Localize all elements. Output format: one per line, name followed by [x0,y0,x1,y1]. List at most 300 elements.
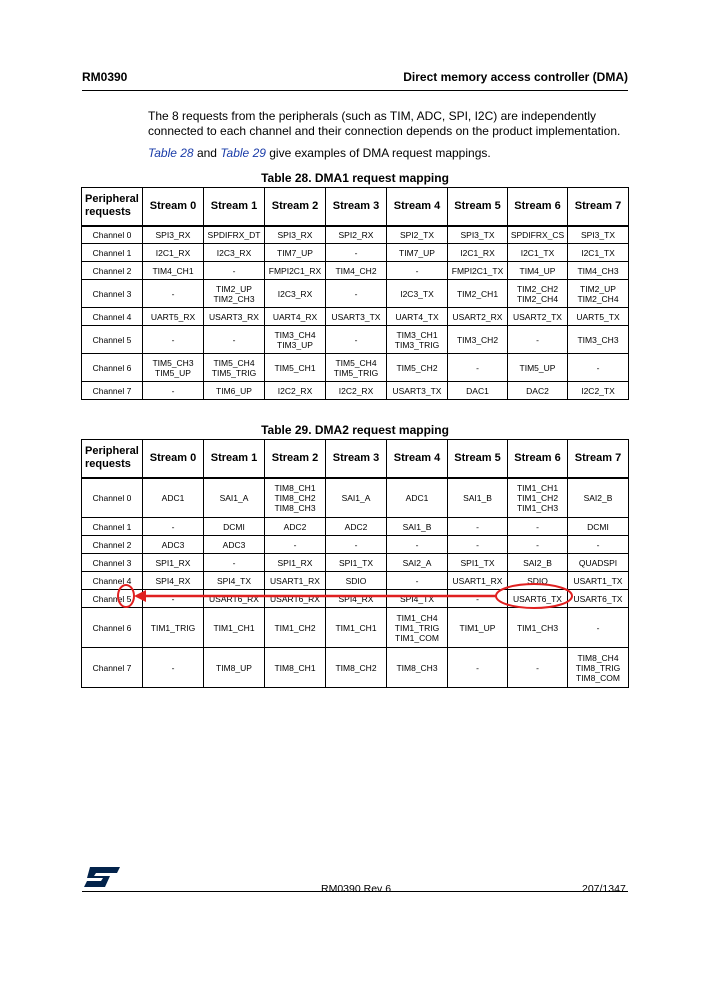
cell-line: TIM8_COM [576,672,620,683]
revision-text: RM0390 Rev 6 [321,883,392,895]
mapping-cell [204,536,265,554]
cell-line: USART3_TX [331,311,381,322]
cell-line: UART5_RX [150,311,196,322]
cell-line: TIM5_CH2 [396,362,438,373]
cell-line: TIM8_CH2 [274,492,316,503]
header-stream-0: Stream 0 [143,440,204,478]
mapping-cell [143,478,204,518]
cell-line: - [536,521,539,532]
mapping-cell [143,648,204,688]
cell-line: ADC2 [283,521,307,532]
mapping-cell [143,382,204,400]
cell-line: SAI2_B [583,492,613,503]
header-stream-5: Stream 5 [448,440,508,478]
mapping-cell [265,262,326,280]
table-row [82,554,629,572]
table-row [82,648,629,688]
cell-line: - [171,662,175,673]
dma2-request-table [81,439,629,688]
cell-line: - [476,521,479,532]
cell-line: TIM1_COM [395,632,439,643]
channel-label: Channel 3 [82,280,143,308]
cell-line: TIM2_CH1 [456,288,499,299]
mapping-cell [568,608,629,648]
cell-line: I2C1_RX [155,247,191,258]
cell-line: SPI4_TX [399,593,435,604]
mapping-cell [143,354,204,382]
header-stream-7: Stream 7 [568,188,629,226]
mapping-cell [265,518,326,536]
mapping-cell [143,326,204,354]
mapping-cell [568,262,629,280]
cell-line: SDIO [345,575,367,586]
mapping-cell [568,536,629,554]
mapping-cell [204,354,265,382]
cell-line: TIM3_CH3 [577,334,619,345]
mapping-cell [508,308,568,326]
cell-line: TIM8_CH1 [274,482,316,493]
mapping-cell [326,382,387,400]
header-stream-6: Stream 6 [508,440,568,478]
cell-line: SPI1_TX [460,557,495,568]
cell-line: I2C2_TX [581,385,615,396]
cell-line: USART1_RX [270,575,320,586]
cell-line: - [232,557,236,568]
mapping-cell [387,478,448,518]
mapping-cell [326,244,387,262]
cell-line: USART6_RX [209,593,259,604]
cell-line: TIM1_CH1 [516,482,559,493]
mapping-cell [204,478,265,518]
mapping-cell [265,354,326,382]
cell-line: DCMI [587,521,609,532]
dma1-request-table [81,187,629,400]
table-row [82,478,629,518]
cell-line: TIM1_TRIG [150,622,196,633]
cell-line: SAI1_B [402,521,432,532]
mapping-cell [387,280,448,308]
cell-line: I2C3_RX [216,247,252,258]
header-stream-7: Stream 7 [568,440,629,478]
cell-line: UART4_RX [272,311,318,322]
cell-line: - [476,662,479,673]
cell-line: TIM1_UP [459,622,496,633]
mapping-cell [204,280,265,308]
header-stream-3: Stream 3 [326,188,387,226]
mapping-cell [387,326,448,354]
header-stream-2: Stream 2 [265,440,326,478]
mapping-cell [568,478,629,518]
mapping-cell [265,280,326,308]
mapping-cell [508,280,568,308]
table-row [82,572,629,590]
cell-line: TIM2_UP [580,283,616,294]
cell-line: - [536,334,539,345]
mapping-cell [143,608,204,648]
cell-line: TIM8_CH4 [577,652,619,663]
mapping-cell [326,326,387,354]
channel-label: Channel 3 [82,554,143,572]
cell-line: TIM3_CH1 [396,329,438,340]
cell-line: TIM8_CH3 [274,502,316,513]
header-stream-6: Stream 6 [508,188,568,226]
cell-line: TIM5_CH1 [274,362,316,373]
header-stream-1: Stream 1 [204,188,265,226]
cell-line: FMPI2C1_RX [268,265,322,276]
mapping-cell [143,262,204,280]
header-stream-2: Stream 2 [265,188,326,226]
cell-line: SPI1_RX [277,557,313,568]
page-number: 207/1347 [582,883,626,895]
mapping-cell [265,536,326,554]
mapping-cell [204,518,265,536]
cell-line: - [232,334,236,345]
cell-line: - [171,521,175,532]
cell-line: - [354,539,358,550]
cell-line: I2C2_RX [338,385,374,396]
channel-label: Channel 6 [82,354,143,382]
mapping-cell [508,648,568,688]
cell-line: - [354,247,358,258]
cell-line: TIM1_CH3 [516,622,559,633]
mapping-cell [143,572,204,590]
mapping-cell [448,608,508,648]
mapping-cell [448,518,508,536]
table-row [82,326,629,354]
cell-line: - [293,539,297,550]
cell-line: TIM5_TRIG [333,367,379,378]
channel-label: Channel 5 [82,590,143,608]
mapping-cell [387,262,448,280]
table-row [82,308,629,326]
cell-line: I2C1_RX [460,247,495,258]
cell-line: TIM4_CH3 [577,265,619,276]
mapping-cell [265,590,326,608]
cell-line: SPI3_TX [580,229,616,240]
cell-line: I2C1_TX [520,247,555,258]
table-row [82,536,629,554]
cell-line: TIM1_CH1 [335,622,377,633]
mapping-cell [326,308,387,326]
mapping-cell [568,518,629,536]
cell-line: TIM1_CH2 [274,622,316,633]
table-row [82,518,629,536]
mapping-cell [387,608,448,648]
cell-line: TIM3_CH4 [274,329,316,340]
mapping-cell [568,590,629,608]
cell-line: ADC1 [161,492,185,503]
cell-line: - [596,622,600,633]
mapping-cell [387,308,448,326]
st-logo-icon [84,867,120,887]
cell-line: USART3_TX [392,385,442,396]
cell-line: TIM4_UP [519,265,556,276]
mapping-cell [265,478,326,518]
cell-line: - [596,362,600,373]
header-stream-1: Stream 1 [204,440,265,478]
mapping-cell [448,382,508,400]
cell-line: I2C2_RX [277,385,313,396]
mapping-cell [143,308,204,326]
cell-line: TIM5_CH3 [152,357,194,368]
cell-line: SPI2_TX [399,229,435,240]
mapping-cell [265,308,326,326]
mapping-cell [326,478,387,518]
cell-line: UART4_TX [395,311,439,322]
header-stream-4: Stream 4 [387,188,448,226]
cell-line: TIM2_CH4 [577,293,619,304]
table-row [82,226,629,244]
cell-line: TIM4_CH1 [152,265,194,276]
mapping-cell [448,648,508,688]
mapping-cell [508,326,568,354]
mapping-cell [143,518,204,536]
table-row [82,354,629,382]
cell-line: SPI3_RX [277,229,313,240]
section-title: Direct memory access controller (DMA) [403,70,628,84]
cell-line: USART1_TX [573,575,623,586]
cell-line: UART5_TX [576,311,620,322]
cell-line: - [536,662,539,673]
cell-line: DCMI [223,521,245,532]
mapping-cell [568,382,629,400]
cell-line: SAI2_A [402,557,432,568]
mapping-cell [204,648,265,688]
mapping-cell [508,226,568,244]
mapping-cell [387,354,448,382]
table-row [82,382,629,400]
cell-line: - [476,362,479,373]
mapping-cell [448,244,508,262]
cell-line: TIM2_CH4 [516,293,559,304]
mapping-cell [143,590,204,608]
mapping-cell [265,554,326,572]
cell-line: SPDIFRX_DT [207,229,261,240]
cell-line: TIM1_TRIG [394,622,440,633]
mapping-cell [204,244,265,262]
mapping-cell [508,608,568,648]
mapping-cell [448,536,508,554]
mapping-cell [387,536,448,554]
mapping-cell [387,226,448,244]
mapping-cell [448,572,508,590]
mapping-cell [143,226,204,244]
cell-line: TIM2_UP [216,283,252,294]
header-stream-3: Stream 3 [326,440,387,478]
mapping-cell [387,648,448,688]
cell-line: - [171,288,175,299]
mapping-cell [326,554,387,572]
header-stream-0: Stream 0 [143,188,204,226]
cell-line: TIM8_TRIG [575,662,621,673]
channel-label: Channel 1 [82,518,143,536]
header-peripheral-requests: Peripheral requests [82,440,143,478]
channel-label: Channel 4 [82,572,143,590]
channel-label: Channel 2 [82,536,143,554]
cell-line: ADC3 [222,539,246,550]
mapping-cell [508,354,568,382]
mapping-cell [326,226,387,244]
cell-line: - [354,334,358,345]
channel-label: Channel 4 [82,308,143,326]
cell-line: TIM5_CH4 [335,357,377,368]
cell-line: SPI4_RX [155,575,191,586]
cell-line: SPI1_RX [155,557,191,568]
intro-joiner: and [193,146,221,160]
cell-line: USART3_RX [209,311,259,322]
mapping-cell [387,382,448,400]
intro-paragraph: The 8 requests from the peripherals (such as TIM, ADC, SPI, I2C) are independently connected to each channel and their connection depends on the product implementation. [148,109,621,138]
cell-line: TIM7_UP [399,247,435,258]
mapping-cell [326,590,387,608]
mapping-cell [204,590,265,608]
channel-label: Channel 1 [82,244,143,262]
cell-line: USART6_TX [573,593,623,604]
cell-line: TIM5_UP [155,367,191,378]
mapping-cell [508,518,568,536]
mapping-cell [204,382,265,400]
channel-label: Channel 6 [82,608,143,648]
cell-line: - [415,539,419,550]
cell-line: TIM4_CH2 [335,265,377,276]
channel-label: Channel 7 [82,382,143,400]
mapping-cell [508,382,568,400]
cell-line: USART6_TX [513,593,562,604]
cell-line: QUADSPI [578,557,618,568]
mapping-cell [143,554,204,572]
mapping-cell [508,554,568,572]
cell-line: TIM8_CH2 [335,662,377,673]
cell-line: - [171,334,175,345]
cell-line: USART2_TX [513,311,562,322]
cell-line: SPI2_RX [338,229,374,240]
cell-line: USART2_RX [452,311,503,322]
mapping-cell [326,518,387,536]
cell-line: TIM5_TRIG [211,367,257,378]
table-row [82,280,629,308]
mapping-cell [448,590,508,608]
cell-line: USART1_RX [452,575,503,586]
mapping-cell [448,354,508,382]
mapping-cell [326,262,387,280]
cell-line: SAI2_B [523,557,552,568]
channel-label: Channel 0 [82,478,143,518]
mapping-cell [326,648,387,688]
intro-text [148,109,628,168]
mapping-cell [265,226,326,244]
mapping-cell [265,648,326,688]
cell-line: TIM3_CH2 [456,334,499,345]
mapping-cell [204,262,265,280]
cell-line: SPI3_TX [460,229,495,240]
mapping-cell [387,518,448,536]
cell-line: TIM1_CH2 [516,492,559,503]
mapping-cell [568,326,629,354]
cell-line: - [415,265,419,276]
cell-line: - [171,593,175,604]
channel-label: Channel 7 [82,648,143,688]
table-row [82,244,629,262]
mapping-cell [143,536,204,554]
cell-line: - [415,575,419,586]
mapping-cell [265,572,326,590]
mapping-cell [204,326,265,354]
cell-line: ADC2 [344,521,368,532]
mapping-cell [326,536,387,554]
mapping-cell [568,308,629,326]
mapping-cell [326,572,387,590]
channel-label: Channel 0 [82,226,143,244]
mapping-cell [326,608,387,648]
mapping-cell [448,280,508,308]
cell-line: USART6_RX [270,593,320,604]
mapping-cell [204,226,265,244]
cell-line: DAC2 [526,385,549,396]
channel-label: Channel 2 [82,262,143,280]
table-28-link[interactable]: Table 28 [148,146,194,160]
cell-line: - [536,539,539,550]
cell-line: TIM6_UP [216,385,252,396]
cell-line: SPI4_RX [338,593,374,604]
cell-line: SPDIFRX_CS [510,229,565,240]
mapping-cell [143,280,204,308]
table-28-caption: Table 28. DMA1 request mapping [261,171,449,185]
cell-line: TIM2_CH2 [516,283,559,294]
mapping-cell [508,478,568,518]
mapping-cell [448,326,508,354]
cell-line: I2C3_RX [277,288,313,299]
document-id: RM0390 [82,70,128,84]
mapping-cell [387,572,448,590]
mapping-cell [568,354,629,382]
intro-tail: give examples of DMA request mappings. [265,146,491,160]
mapping-cell [508,536,568,554]
mapping-cell [568,226,629,244]
cell-line: TIM3_UP [277,339,313,350]
cell-line: ADC3 [161,539,185,550]
table-29-caption: Table 29. DMA2 request mapping [261,423,449,437]
cell-line: - [354,288,358,299]
intro-references [148,146,628,161]
mapping-cell [204,608,265,648]
mapping-cell [387,244,448,262]
cell-line: I2C3_TX [400,288,434,299]
cell-line: SAI1_A [219,492,249,503]
mapping-cell [448,478,508,518]
mapping-cell [568,244,629,262]
table-29-link[interactable]: Table 29 [220,146,266,160]
cell-line: SPI3_RX [155,229,191,240]
mapping-cell [326,280,387,308]
mapping-cell [265,326,326,354]
mapping-cell [568,280,629,308]
cell-line: TIM5_CH4 [213,357,255,368]
cell-line: - [476,539,479,550]
cell-line: - [232,265,236,276]
mapping-cell [568,648,629,688]
cell-line: ADC1 [405,492,429,503]
mapping-cell [204,308,265,326]
cell-line: TIM8_UP [216,662,252,673]
cell-line: TIM8_CH3 [396,662,438,673]
mapping-cell [508,590,568,608]
header-stream-4: Stream 4 [387,440,448,478]
cell-line: - [171,385,175,396]
mapping-cell [568,554,629,572]
cell-line: - [476,593,479,604]
cell-line: SAI1_A [341,492,371,503]
cell-line: TIM1_CH4 [396,612,438,623]
